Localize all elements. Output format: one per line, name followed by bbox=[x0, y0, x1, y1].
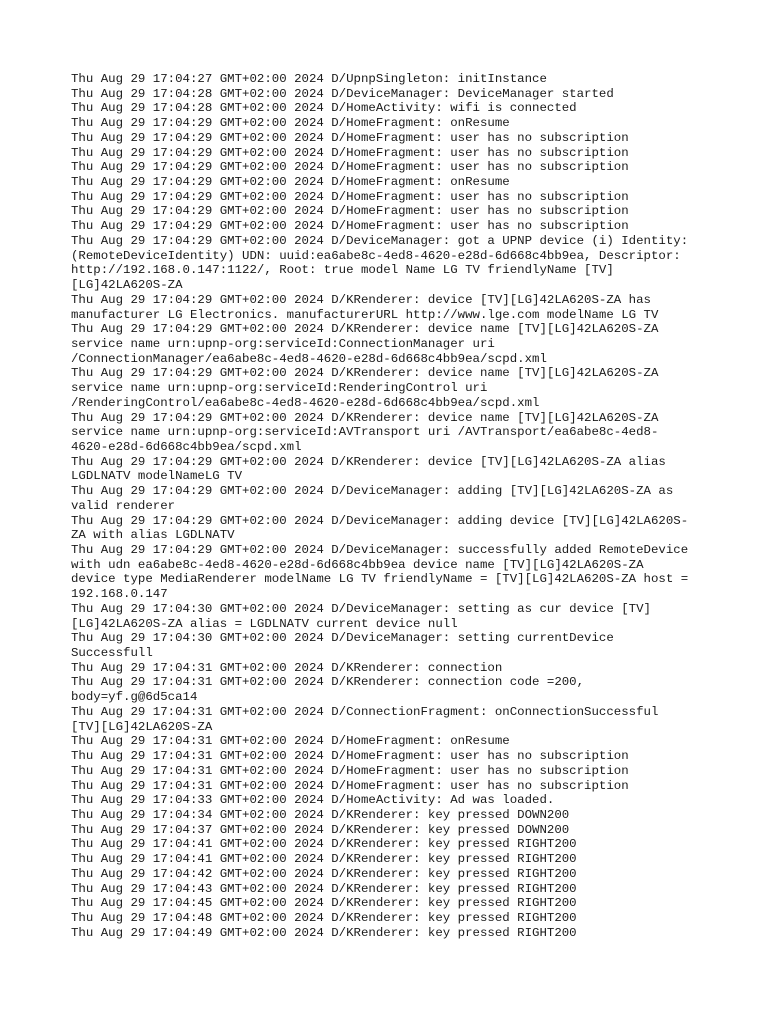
log-line: Thu Aug 29 17:04:29 GMT+02:00 2024 D/HomeFragment: user has no subscription bbox=[71, 189, 629, 204]
log-line: Thu Aug 29 17:04:29 GMT+02:00 2024 D/HomeFragment: user has no subscription bbox=[71, 160, 629, 175]
log-line: Thu Aug 29 17:04:41 GMT+02:00 2024 D/KRenderer: key pressed RIGHT200 bbox=[71, 852, 577, 867]
log-line: 4620-e28d-6d668c4bb9ea/scpd.xml bbox=[71, 439, 302, 454]
log-line: Thu Aug 29 17:04:29 GMT+02:00 2024 D/HomeFragment: onResume bbox=[71, 116, 510, 131]
log-line: (RemoteDeviceIdentity) UDN: uuid:ea6abe8c-4ed8-4620-e28d-6d668c4bb9ea, Descriptor: bbox=[71, 248, 681, 263]
log-line: Thu Aug 29 17:04:31 GMT+02:00 2024 D/HomeFragment: user has no subscription bbox=[71, 749, 629, 764]
log-line: Thu Aug 29 17:04:29 GMT+02:00 2024 D/HomeFragment: user has no subscription bbox=[71, 219, 629, 234]
log-line: Thu Aug 29 17:04:29 GMT+02:00 2024 D/DeviceManager: adding device [TV][LG]42LA620S- bbox=[71, 513, 689, 528]
log-document bbox=[71, 72, 711, 940]
log-line: Thu Aug 29 17:04:28 GMT+02:00 2024 D/DeviceManager: DeviceManager started bbox=[71, 86, 614, 101]
log-line: Thu Aug 29 17:04:31 GMT+02:00 2024 D/ConnectionFragment: onConnectionSuccessful bbox=[71, 704, 659, 719]
log-line: Thu Aug 29 17:04:42 GMT+02:00 2024 D/KRenderer: key pressed RIGHT200 bbox=[71, 866, 577, 881]
log-line: Thu Aug 29 17:04:31 GMT+02:00 2024 D/HomeFragment: onResume bbox=[71, 734, 510, 749]
log-line: service name urn:upnp-org:serviceId:AVTransport uri /AVTransport/ea6abe8c-4ed8- bbox=[71, 425, 659, 440]
log-line: Thu Aug 29 17:04:31 GMT+02:00 2024 D/HomeFragment: user has no subscription bbox=[71, 778, 629, 793]
log-line: service name urn:upnp-org:serviceId:ConnectionManager uri bbox=[71, 336, 495, 351]
log-line: with udn ea6abe8c-4ed8-4620-e28d-6d668c4bb9ea device name [TV][LG]42LA620S-ZA bbox=[71, 557, 644, 572]
log-line: Thu Aug 29 17:04:45 GMT+02:00 2024 D/KRenderer: key pressed RIGHT200 bbox=[71, 896, 577, 911]
log-line: Thu Aug 29 17:04:37 GMT+02:00 2024 D/KRenderer: key pressed DOWN200 bbox=[71, 822, 570, 837]
log-line: Thu Aug 29 17:04:29 GMT+02:00 2024 D/DeviceManager: adding [TV][LG]42LA620S-ZA as bbox=[71, 484, 674, 499]
log-line: Thu Aug 29 17:04:29 GMT+02:00 2024 D/KRenderer: device name [TV][LG]42LA620S-ZA bbox=[71, 366, 659, 381]
log-line: device type MediaRenderer modelName LG TV friendlyName = [TV][LG]42LA620S-ZA host = bbox=[71, 572, 689, 587]
log-line: Thu Aug 29 17:04:29 GMT+02:00 2024 D/KRenderer: device [TV][LG]42LA620S-ZA has bbox=[71, 292, 651, 307]
log-line: Thu Aug 29 17:04:30 GMT+02:00 2024 D/DeviceManager: setting as cur device [TV] bbox=[71, 601, 651, 616]
log-line: [LG]42LA620S-ZA alias = LGDLNATV current device null bbox=[71, 616, 458, 631]
log-line: Thu Aug 29 17:04:29 GMT+02:00 2024 D/HomeFragment: user has no subscription bbox=[71, 204, 629, 219]
log-line: Thu Aug 29 17:04:29 GMT+02:00 2024 D/HomeFragment: onResume bbox=[71, 175, 510, 190]
log-line: Thu Aug 29 17:04:27 GMT+02:00 2024 D/UpnpSingleton: initInstance bbox=[71, 72, 547, 86]
log-line: Thu Aug 29 17:04:48 GMT+02:00 2024 D/KRenderer: key pressed RIGHT200 bbox=[71, 910, 577, 925]
log-line: 192.168.0.147 bbox=[71, 587, 168, 602]
log-line: body=yf.g@6d5ca14 bbox=[71, 690, 198, 705]
log-line: Thu Aug 29 17:04:29 GMT+02:00 2024 D/KRenderer: device [TV][LG]42LA620S-ZA alias bbox=[71, 454, 666, 469]
log-line: Thu Aug 29 17:04:29 GMT+02:00 2024 D/HomeFragment: user has no subscription bbox=[71, 145, 629, 160]
log-line: Thu Aug 29 17:04:29 GMT+02:00 2024 D/KRenderer: device name [TV][LG]42LA620S-ZA bbox=[71, 322, 659, 337]
log-line: Thu Aug 29 17:04:49 GMT+02:00 2024 D/KRenderer: key pressed RIGHT200 bbox=[71, 925, 577, 940]
log-line: /ConnectionManager/ea6abe8c-4ed8-4620-e28d-6d668c4bb9ea/scpd.xml bbox=[71, 351, 547, 366]
log-line: Thu Aug 29 17:04:31 GMT+02:00 2024 D/KRenderer: connection code =200, bbox=[71, 675, 585, 690]
log-line: manufacturer LG Electronics. manufacturerURL http://www.lge.com modelName LG TV bbox=[71, 307, 659, 322]
log-line: [TV][LG]42LA620S-ZA bbox=[71, 719, 213, 734]
log-line: Thu Aug 29 17:04:29 GMT+02:00 2024 D/DeviceManager: successfully added RemoteDevice bbox=[71, 543, 689, 557]
log-line: Thu Aug 29 17:04:28 GMT+02:00 2024 D/HomeActivity: wifi is connected bbox=[71, 101, 577, 116]
log-line: [LG]42LA620S-ZA bbox=[71, 278, 183, 293]
log-line: Thu Aug 29 17:04:29 GMT+02:00 2024 D/HomeFragment: user has no subscription bbox=[71, 130, 629, 145]
log-line: valid renderer bbox=[71, 498, 176, 513]
log-line: http://192.168.0.147:1122/, Root: true model Name LG TV friendlyName [TV] bbox=[71, 263, 614, 278]
log-line: Thu Aug 29 17:04:33 GMT+02:00 2024 D/HomeActivity: Ad was loaded. bbox=[71, 793, 555, 808]
log-line: Thu Aug 29 17:04:34 GMT+02:00 2024 D/KRenderer: key pressed DOWN200 bbox=[71, 807, 570, 822]
log-line: service name urn:upnp-org:serviceId:RenderingControl uri bbox=[71, 381, 488, 396]
log-line: LGDLNATV modelNameLG TV bbox=[71, 469, 243, 484]
log-line: Thu Aug 29 17:04:31 GMT+02:00 2024 D/KRenderer: connection bbox=[71, 660, 503, 675]
log-line: Thu Aug 29 17:04:41 GMT+02:00 2024 D/KRenderer: key pressed RIGHT200 bbox=[71, 837, 577, 852]
log-line: Thu Aug 29 17:04:43 GMT+02:00 2024 D/KRenderer: key pressed RIGHT200 bbox=[71, 881, 577, 896]
log-line: /RenderingControl/ea6abe8c-4ed8-4620-e28d-6d668c4bb9ea/scpd.xml bbox=[71, 395, 540, 410]
log-line: Thu Aug 29 17:04:30 GMT+02:00 2024 D/DeviceManager: setting currentDevice bbox=[71, 631, 614, 646]
log-line: ZA with alias LGDLNATV bbox=[71, 528, 235, 543]
log-line: Thu Aug 29 17:04:29 GMT+02:00 2024 D/DeviceManager: got a UPNP device (i) Identity: bbox=[71, 233, 689, 248]
log-line: Thu Aug 29 17:04:31 GMT+02:00 2024 D/HomeFragment: user has no subscription bbox=[71, 763, 629, 778]
log-line: Successfull bbox=[71, 646, 153, 661]
log-line: Thu Aug 29 17:04:29 GMT+02:00 2024 D/KRenderer: device name [TV][LG]42LA620S-ZA bbox=[71, 410, 659, 425]
